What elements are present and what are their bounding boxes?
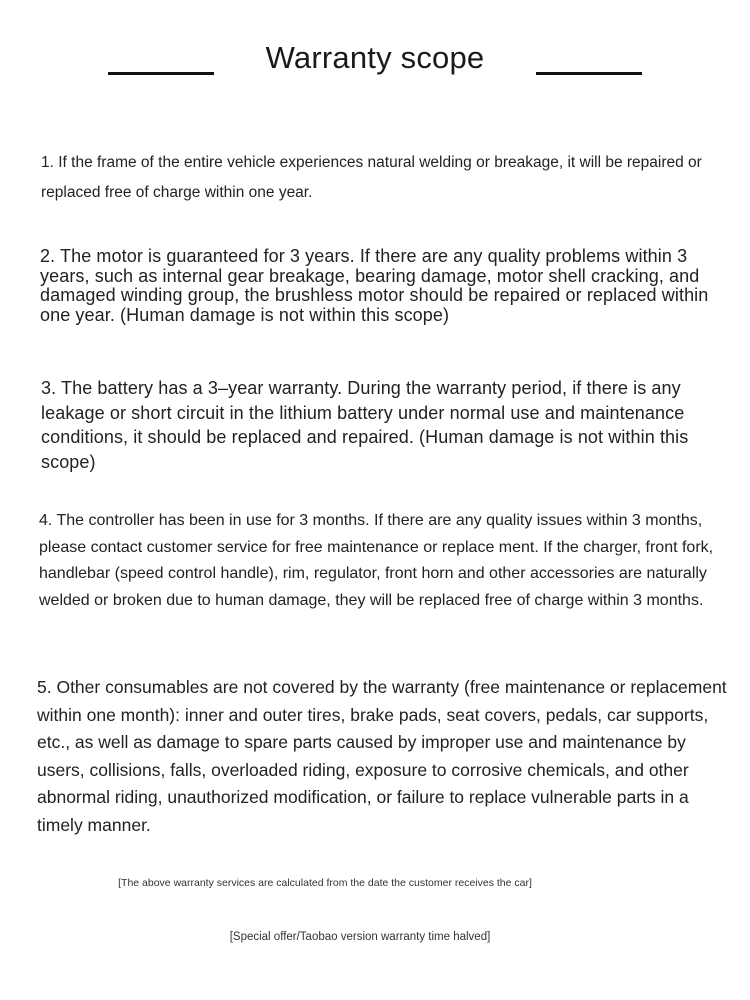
- page-title: Warranty scope: [265, 40, 485, 75]
- warranty-item-battery: 3. The battery has a 3–year warranty. During the warranty period, if there is any leakage or short circuit in the lithium battery under normal use and maintenance conditions, it should be replaced and repaired. (Human damage is not within this scope): [41, 378, 689, 472]
- page-header: [0, 38, 750, 88]
- warranty-item-frame: 1. If the frame of the entire vehicle experiences natural welding or breakage, it will be repaired or replaced free of charge within one year.: [41, 154, 702, 201]
- warranty-item-controller: 4. The controller has been in use for 3 months. If there are any quality issues within 3 months, please contact customer service for free maintenance or replace ment. If the charger, front fork, handlebar (speed control handle), rim, regulator, front horn and other accessories are naturally welded or broken due to human damage, they will be replaced free of charge within 3 months.: [39, 512, 714, 609]
- offer-note: [Special offer/Taobao version warranty time halved]: [229, 931, 491, 943]
- warranty-item-motor: 2. The motor is guaranteed for 3 years. If there are any quality problems within 3 years, such as internal gear breakage, bearing damage, motor shell cracking, and damaged winding group, the brushless motor should be repaired or replaced within one year. (Human damage is not within this scope): [40, 246, 709, 325]
- warranty-item-consumables: 5. Other consumables are not covered by the warranty (free maintenance or replacement within one month): inner and outer tires, brake pads, seat covers, pedals, car supports, etc., as well as damage to spare parts caused by improper use and maintenance by users, collisions, falls, overloaded riding, exposure to corrosive chemicals, and other abnormal riding, unauthorized modification, or failure to replace vulnerable parts in a timely manner.: [37, 677, 727, 835]
- date-note: [The above warranty services are calculated from the date the customer receives the car]: [118, 877, 532, 889]
- title-rule-right: [536, 72, 642, 75]
